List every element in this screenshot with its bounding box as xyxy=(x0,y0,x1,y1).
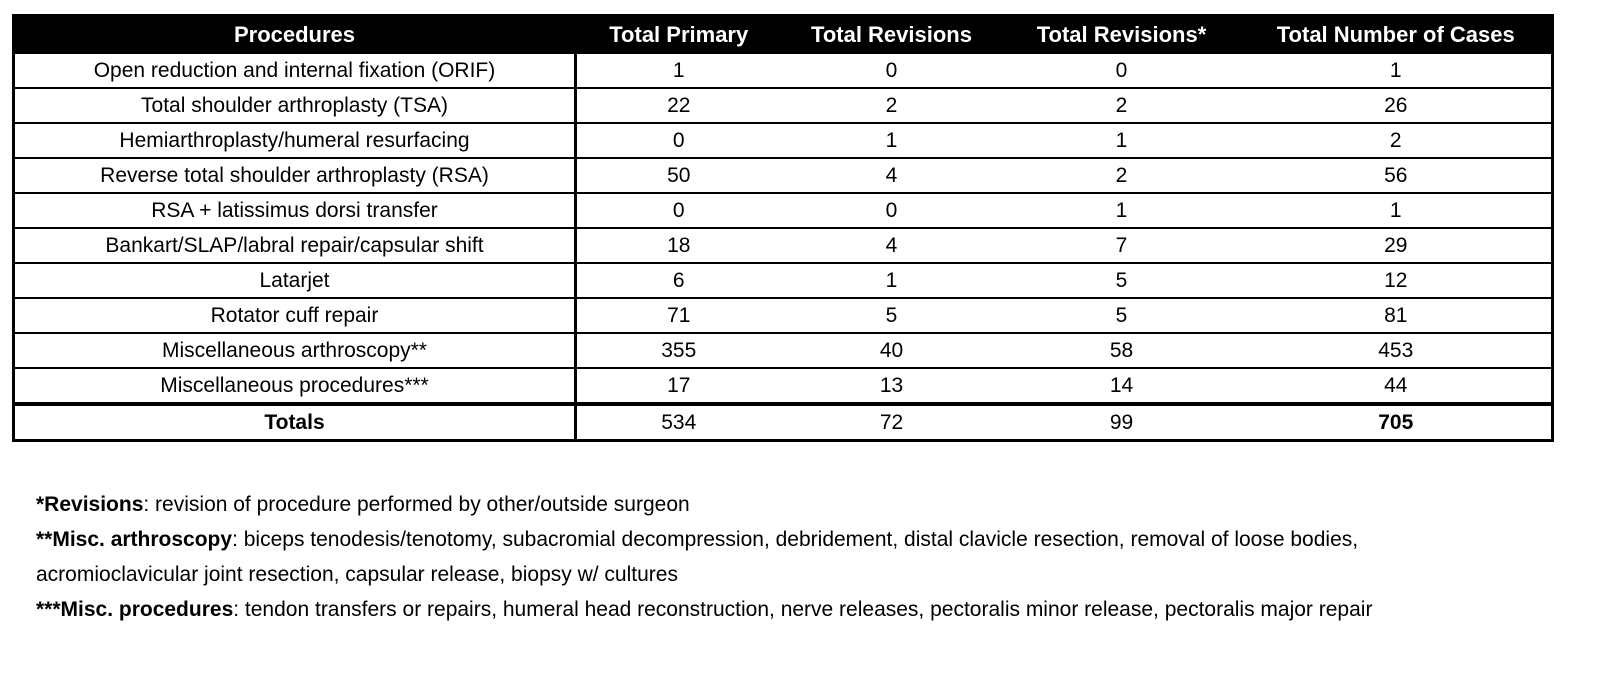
total-cases-cell: 1 xyxy=(1241,193,1553,228)
total-cases-cell: 2 xyxy=(1241,123,1553,158)
procedure-name: Latarjet xyxy=(14,263,576,298)
total-cases-cell: 12 xyxy=(1241,263,1553,298)
total-revisions-cell: 5 xyxy=(781,298,1003,333)
total-revisions-cell: 2 xyxy=(781,88,1003,123)
header-total-revisions-outside: Total Revisions* xyxy=(1003,16,1241,54)
footnotes xyxy=(36,487,1476,627)
totals-revisions: 72 xyxy=(781,404,1003,441)
total-primary-cell: 1 xyxy=(576,53,781,88)
total-cases-cell: 56 xyxy=(1241,158,1553,193)
total-cases-cell: 1 xyxy=(1241,53,1553,88)
procedures-table-container xyxy=(12,14,1551,442)
procedures-table xyxy=(12,14,1554,442)
totals-row xyxy=(14,404,1553,441)
total-primary-cell: 18 xyxy=(576,228,781,263)
footnote-text: : revision of procedure performed by other/outside surgeon xyxy=(143,493,690,516)
table-row xyxy=(14,123,1553,158)
total-cases-cell: 44 xyxy=(1241,368,1553,404)
procedure-name: Miscellaneous procedures*** xyxy=(14,368,576,404)
footnote-term: ***Misc. procedures xyxy=(36,598,234,621)
total-primary-cell: 17 xyxy=(576,368,781,404)
footnote-text: : tendon transfers or repairs, humeral head reconstruction, nerve releases, pectoralis minor release, pectoralis major repair xyxy=(233,598,1373,621)
total-revisions-cell: 4 xyxy=(781,228,1003,263)
total-revisions-cell: 1 xyxy=(781,263,1003,298)
table-row xyxy=(14,298,1553,333)
total-primary-cell: 50 xyxy=(576,158,781,193)
total-primary-cell: 71 xyxy=(576,298,781,333)
total-cases-cell: 26 xyxy=(1241,88,1553,123)
procedure-name: Hemiarthroplasty/humeral resurfacing xyxy=(14,123,576,158)
totals-cases: 705 xyxy=(1241,404,1553,441)
footnote-term: *Revisions xyxy=(36,493,144,516)
total-revisions-outside-cell: 5 xyxy=(1003,298,1241,333)
table-row xyxy=(14,368,1553,404)
header-total-revisions: Total Revisions xyxy=(781,16,1003,54)
procedure-name: RSA + latissimus dorsi transfer xyxy=(14,193,576,228)
table-row xyxy=(14,53,1553,88)
table-row xyxy=(14,228,1553,263)
total-revisions-outside-cell: 2 xyxy=(1003,158,1241,193)
footnote-revisions xyxy=(36,487,1476,522)
total-cases-cell: 81 xyxy=(1241,298,1553,333)
total-revisions-outside-cell: 5 xyxy=(1003,263,1241,298)
total-primary-cell: 22 xyxy=(576,88,781,123)
total-revisions-outside-cell: 1 xyxy=(1003,123,1241,158)
footnote-misc-procedures xyxy=(36,592,1476,627)
footnote-misc-arthroscopy xyxy=(36,522,1476,592)
total-cases-cell: 29 xyxy=(1241,228,1553,263)
total-revisions-cell: 13 xyxy=(781,368,1003,404)
table-row xyxy=(14,158,1553,193)
footnote-text: : biceps tenodesis/tenotomy, subacromial decompression, debridement, distal clavicle resection, removal of loose bodies, acromioclavicular joint resection, capsular release, biopsy w/ cultures xyxy=(36,528,1359,586)
header-total-cases: Total Number of Cases xyxy=(1241,16,1553,54)
procedure-name: Miscellaneous arthroscopy** xyxy=(14,333,576,368)
table-row xyxy=(14,193,1553,228)
total-revisions-outside-cell: 58 xyxy=(1003,333,1241,368)
header-procedures: Procedures xyxy=(14,16,576,54)
footnote-term: **Misc. arthroscopy xyxy=(36,528,233,551)
table-row xyxy=(14,88,1553,123)
procedure-name: Bankart/SLAP/labral repair/capsular shift xyxy=(14,228,576,263)
total-revisions-outside-cell: 7 xyxy=(1003,228,1241,263)
total-revisions-outside-cell: 0 xyxy=(1003,53,1241,88)
procedure-name: Open reduction and internal fixation (ORIF) xyxy=(14,53,576,88)
procedure-name: Total shoulder arthroplasty (TSA) xyxy=(14,88,576,123)
total-primary-cell: 355 xyxy=(576,333,781,368)
table-header-row xyxy=(14,16,1553,54)
total-primary-cell: 0 xyxy=(576,193,781,228)
table-row xyxy=(14,333,1553,368)
total-revisions-outside-cell: 14 xyxy=(1003,368,1241,404)
total-revisions-outside-cell: 2 xyxy=(1003,88,1241,123)
totals-revisions-outside: 99 xyxy=(1003,404,1241,441)
total-revisions-cell: 4 xyxy=(781,158,1003,193)
header-total-primary: Total Primary xyxy=(576,16,781,54)
procedure-name: Rotator cuff repair xyxy=(14,298,576,333)
totals-label: Totals xyxy=(14,404,576,441)
total-revisions-outside-cell: 1 xyxy=(1003,193,1241,228)
procedure-name: Reverse total shoulder arthroplasty (RSA) xyxy=(14,158,576,193)
totals-primary: 534 xyxy=(576,404,781,441)
total-revisions-cell: 1 xyxy=(781,123,1003,158)
total-revisions-cell: 0 xyxy=(781,53,1003,88)
total-primary-cell: 6 xyxy=(576,263,781,298)
total-revisions-cell: 40 xyxy=(781,333,1003,368)
total-cases-cell: 453 xyxy=(1241,333,1553,368)
total-primary-cell: 0 xyxy=(576,123,781,158)
total-revisions-cell: 0 xyxy=(781,193,1003,228)
table-row xyxy=(14,263,1553,298)
